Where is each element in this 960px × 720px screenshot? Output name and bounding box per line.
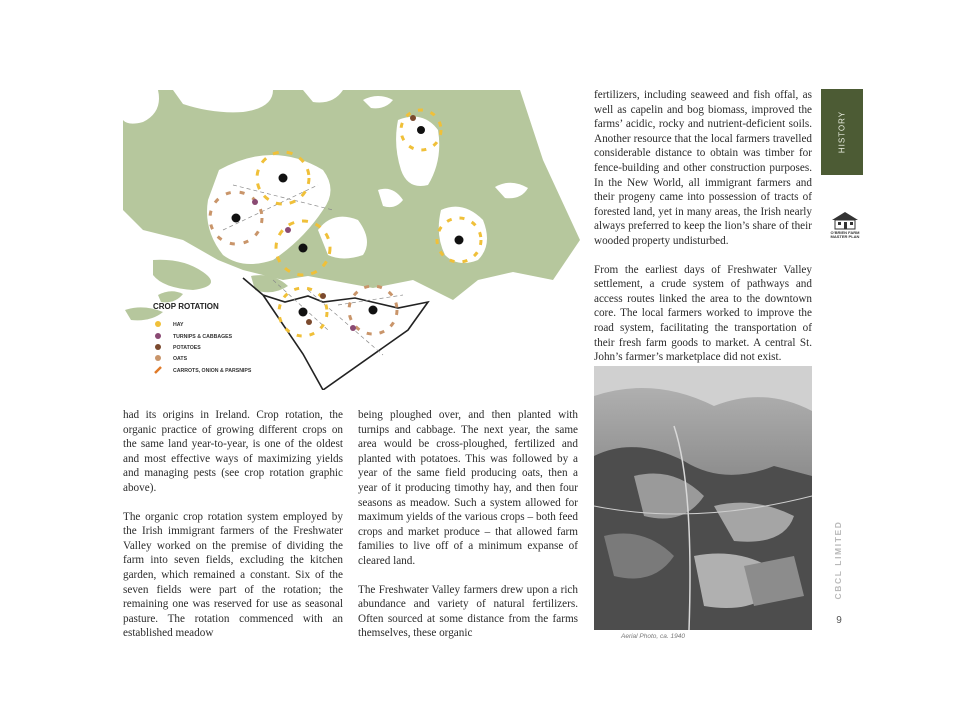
brand-label (826, 520, 850, 600)
logo-line: O'BRIEN FARM (830, 230, 860, 235)
brand-text: CBCL LIMITED (833, 520, 843, 600)
hay-icon (155, 321, 161, 327)
paragraph: The Freshwater Valley farmers drew upon a rich abundance and variety of natural fertilizers. Often sourced at some distance from the farms themselves, these organic (358, 583, 578, 640)
legend-label: OATS (173, 356, 188, 362)
farm-logo (830, 210, 860, 244)
text-column-3 (594, 88, 812, 379)
legend-label: POTATOES (173, 345, 201, 351)
legend-label: CARROTS, ONION & PARSNIPS (173, 368, 252, 374)
legend-title: CROP ROTATION (153, 302, 219, 311)
paragraph: fertilizers, including seaweed and fish offal, as well as capelin and bog biomass, improved the farms’ acidic, rocky and nutrient-deficient soils. Another resource that the local farmers travelled considerable distance to obtain was timber for fence-building and other construction purposes. In the New World, all immigrant farmers and their progeny came into possession of tracts of forested land, yet in many areas, the Irish nearly always preferred to keep the lion’s share of their wooded property undisturbed. (594, 89, 812, 247)
crop-rotation-map (123, 90, 580, 390)
potato-icon (155, 344, 161, 350)
turnip-icon (155, 333, 161, 339)
paragraph: From the earliest days of Freshwater Valley settlement, a crude system of pathways and access routes linked the area to the downtown core. The local farmers worked to improve the road system, facilitating the transportation of their fresh farm goods to market. A central St. John’s farmer’s marketplace did not exist. (594, 263, 812, 364)
paragraph: had its origins in Ireland. Crop rotation, the organic practice of growing different crops on the same land year-to-year, is one of the oldest and most effective ways of maximizing yields and managing pests (see crop rotation graphic above). (123, 409, 343, 494)
page-number: 9 (836, 615, 842, 626)
farmhouse-icon (830, 210, 860, 230)
legend-label: HAY (173, 322, 184, 328)
text-column-1 (123, 408, 343, 655)
legend-label: TURNIPS & CABBAGES (173, 334, 233, 340)
section-tab[interactable] (821, 89, 863, 175)
photo-caption: Aerial Photo, ca. 1940 (621, 633, 685, 640)
logo-wordmark (826, 231, 864, 240)
section-tab-label: HISTORY (837, 110, 847, 154)
oats-icon (155, 355, 161, 361)
logo-line: MASTER PLAN (830, 234, 860, 240)
text-column-2 (358, 408, 578, 655)
aerial-photo (594, 366, 812, 630)
paragraph: The organic crop rotation system employed by the Irish immigrant farmers of the Freshwater Valley worked on the premise of dividing the farm into seven fields, excluding the kitchen garden, which remained a constant. Six of the seven fields were part of the rotation; the remaining one was reserved for use as seasonal pasture. The rotation commenced with an established meadow (123, 510, 343, 640)
paragraph: being ploughed over, and then planted with turnips and cabbage. The next year, the same area would be cross-ploughed, fertilized and planted with potatoes. This was followed by a year of the same field producing oats, then a year of it producing timothy hay, and then four seasons as meadow. Such a system allowed for maximum yields of the various crops – both feed crops and market produce – that allowed farm families to live off of a minimum expanse of cleared land. (358, 409, 578, 567)
